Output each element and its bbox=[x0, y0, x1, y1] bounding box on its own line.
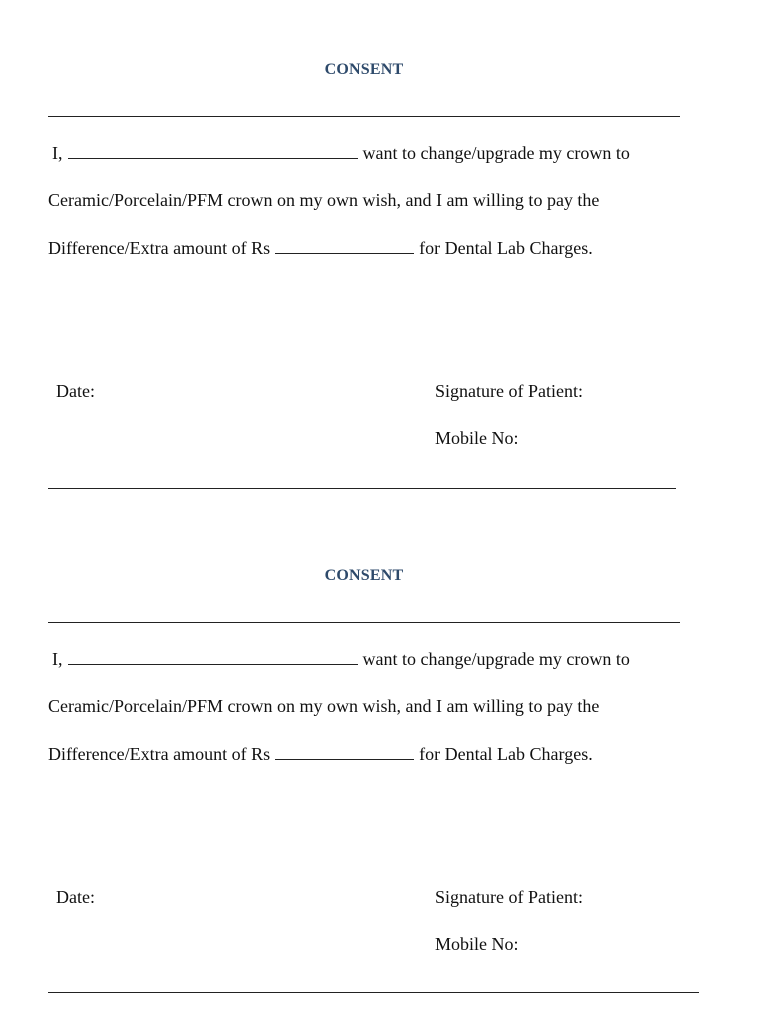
mobile-label: Mobile No: bbox=[435, 934, 519, 954]
signature-label: Signature of Patient: bbox=[435, 887, 583, 907]
amount-blank[interactable] bbox=[275, 744, 414, 760]
consent-heading: CONSENT bbox=[324, 567, 404, 584]
date-label: Date: bbox=[56, 381, 95, 401]
consent-line-name-start: I, bbox=[52, 649, 63, 669]
amount-blank[interactable] bbox=[275, 238, 414, 254]
consent-line-amount-start: Difference/Extra amount of Rs bbox=[48, 744, 271, 764]
consent-line-amount-end: for Dental Lab Charges. bbox=[419, 238, 593, 258]
consent-line-amount-end: for Dental Lab Charges. bbox=[419, 744, 593, 764]
consent-line-name bbox=[52, 648, 630, 670]
bottom-divider bbox=[48, 992, 699, 993]
mobile-label: Mobile No: bbox=[435, 428, 519, 448]
consent-line-amount-start: Difference/Extra amount of Rs bbox=[48, 238, 271, 258]
consent-line-amount bbox=[48, 743, 593, 765]
consent-line-amount bbox=[48, 237, 593, 259]
patient-name-blank[interactable] bbox=[68, 649, 358, 665]
consent-line-name bbox=[52, 142, 630, 164]
top-divider bbox=[48, 116, 680, 117]
consent-form-2 bbox=[0, 506, 768, 1012]
consent-line-name-start: I, bbox=[52, 143, 63, 163]
consent-line-name-end: want to change/upgrade my crown to bbox=[362, 143, 630, 163]
date-label: Date: bbox=[56, 887, 95, 907]
bottom-divider bbox=[48, 488, 676, 489]
consent-heading: CONSENT bbox=[324, 61, 404, 78]
top-divider bbox=[48, 622, 680, 623]
consent-line-name-end: want to change/upgrade my crown to bbox=[362, 649, 630, 669]
consent-line-crown: Ceramic/Porcelain/PFM crown on my own wish, and I am willing to pay the bbox=[48, 696, 600, 716]
patient-name-blank[interactable] bbox=[68, 143, 358, 159]
consent-line-crown: Ceramic/Porcelain/PFM crown on my own wish, and I am willing to pay the bbox=[48, 190, 600, 210]
signature-label: Signature of Patient: bbox=[435, 381, 583, 401]
consent-form-1 bbox=[0, 0, 768, 506]
